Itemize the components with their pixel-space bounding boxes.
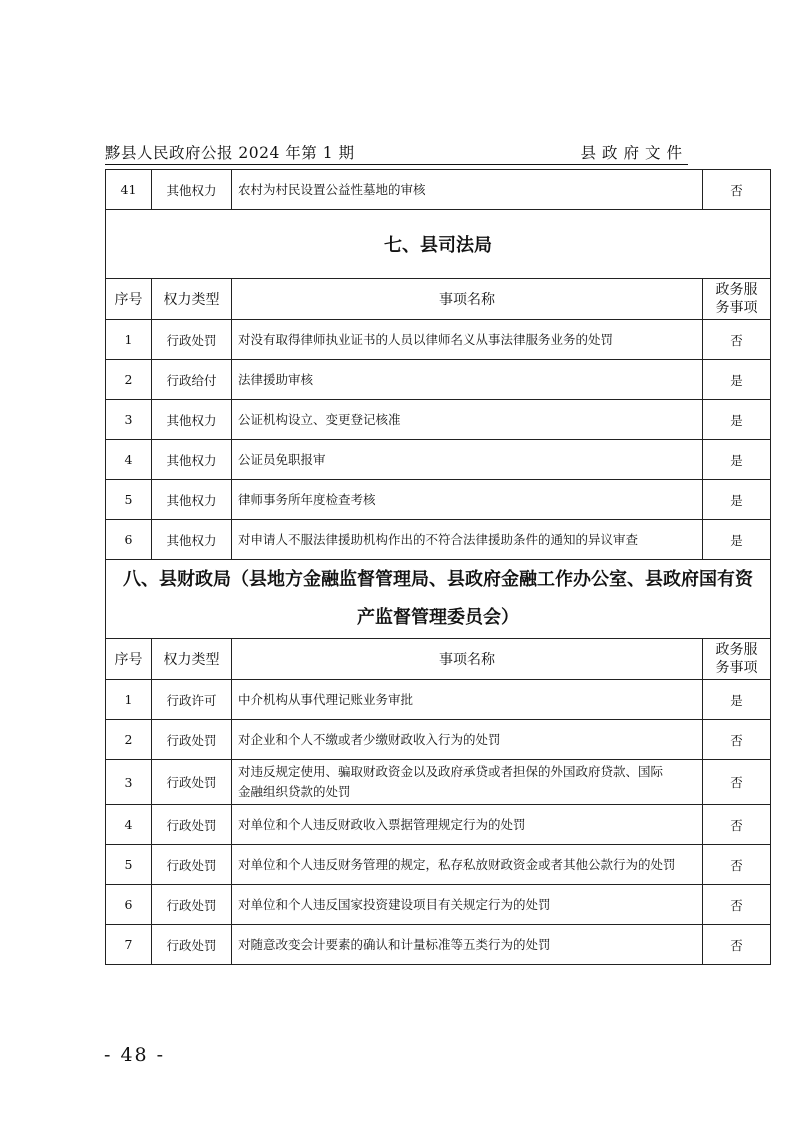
item-name: 公证机构设立、变更登记核准: [232, 400, 703, 440]
service-flag: 否: [703, 170, 771, 210]
item-name: 法律援助审核: [232, 360, 703, 400]
service-flag: 否: [703, 320, 771, 360]
column-header-name: 事项名称: [232, 639, 703, 680]
column-header-service-line1: 政务服: [715, 642, 758, 658]
column-header-service: [703, 279, 771, 320]
page-number: - 48 -: [104, 1044, 166, 1066]
power-type: 其他权力: [152, 400, 232, 440]
row-number: 5: [106, 480, 152, 520]
item-name: 公证员免职报审: [232, 440, 703, 480]
power-type: 行政处罚: [152, 720, 232, 760]
section-title-row: [106, 210, 771, 279]
row-number: 1: [106, 680, 152, 720]
row-number: 7: [106, 925, 152, 965]
item-name: 对申请人不服法律援助机构作出的不符合法律援助条件的通知的异议审查: [232, 520, 703, 560]
power-type: 行政处罚: [152, 760, 232, 805]
power-type: 其他权力: [152, 520, 232, 560]
column-header-service-line1: 政务服: [715, 282, 758, 298]
power-type: 行政处罚: [152, 805, 232, 845]
service-flag: 是: [703, 440, 771, 480]
table-row: [106, 360, 771, 400]
item-name: 对随意改变会计要素的确认和计量标准等五类行为的处罚: [232, 925, 703, 965]
item-name: 对没有取得律师执业证书的人员以律师名义从事法律服务业务的处罚: [232, 320, 703, 360]
column-header-name: 事项名称: [232, 279, 703, 320]
row-number: 4: [106, 805, 152, 845]
power-type: 行政处罚: [152, 885, 232, 925]
page-header: [105, 139, 688, 167]
section-title: 七、县司法局: [106, 210, 771, 279]
item-name: 对单位和个人违反财务管理的规定，私存私放财政资金或者其他公款行为的处罚: [232, 845, 703, 885]
table-row: [106, 845, 771, 885]
item-name: 律师事务所年度检查考核: [232, 480, 703, 520]
column-header-number: 序号: [106, 639, 152, 680]
column-header-service-line2: 务事项: [715, 300, 758, 316]
service-flag: 否: [703, 925, 771, 965]
item-name: 对单位和个人违反国家投资建设项目有关规定行为的处罚: [232, 885, 703, 925]
column-header-type: 权力类型: [152, 279, 232, 320]
service-flag: 否: [703, 845, 771, 885]
table-row: [106, 680, 771, 720]
table-row: [106, 320, 771, 360]
row-number: 41: [106, 170, 152, 210]
header-rule: [105, 164, 688, 165]
power-type: 其他权力: [152, 170, 232, 210]
item-name-line2: 金融组织贷款的处罚: [238, 784, 351, 799]
power-list-table: [105, 169, 771, 965]
document-category: 县政府文件: [580, 144, 688, 162]
service-flag: 否: [703, 805, 771, 845]
table-row: [106, 805, 771, 845]
service-flag: 否: [703, 720, 771, 760]
row-number: 2: [106, 720, 152, 760]
power-type: 行政处罚: [152, 320, 232, 360]
table-row: [106, 885, 771, 925]
table-row: [106, 480, 771, 520]
service-flag: 是: [703, 520, 771, 560]
power-type: 行政给付: [152, 360, 232, 400]
row-number: 2: [106, 360, 152, 400]
column-header-row: [106, 279, 771, 320]
table-row: [106, 720, 771, 760]
service-flag: 是: [703, 360, 771, 400]
table-row: [106, 170, 771, 210]
section-title-row: [106, 560, 771, 639]
item-name: 对企业和个人不缴或者少缴财政收入行为的处罚: [232, 720, 703, 760]
section-title-line1: 八、县财政局（县地方金融监督管理局、县政府金融工作办公室、县政府国有资: [123, 569, 753, 590]
item-name: 农村为村民设置公益性墓地的审核: [232, 170, 703, 210]
column-header-type: 权力类型: [152, 639, 232, 680]
row-number: 6: [106, 885, 152, 925]
service-flag: 否: [703, 760, 771, 805]
column-header-service: [703, 639, 771, 680]
gazette-title: 黟县人民政府公报 2024 年第 1 期: [105, 144, 355, 162]
column-header-service-line2: 务事项: [715, 660, 758, 676]
row-number: 4: [106, 440, 152, 480]
row-number: 3: [106, 400, 152, 440]
service-flag: 是: [703, 400, 771, 440]
table-row: [106, 760, 771, 805]
row-number: 5: [106, 845, 152, 885]
section-title: [106, 560, 771, 639]
table-row: [106, 520, 771, 560]
row-number: 1: [106, 320, 152, 360]
column-header-number: 序号: [106, 279, 152, 320]
row-number: 3: [106, 760, 152, 805]
power-type: 行政许可: [152, 680, 232, 720]
column-header-row: [106, 639, 771, 680]
table-row: [106, 925, 771, 965]
item-name: [232, 760, 703, 805]
item-name: 对单位和个人违反财政收入票据管理规定行为的处罚: [232, 805, 703, 845]
row-number: 6: [106, 520, 152, 560]
service-flag: 是: [703, 680, 771, 720]
service-flag: 否: [703, 885, 771, 925]
service-flag: 是: [703, 480, 771, 520]
table-row: [106, 400, 771, 440]
table-row: [106, 440, 771, 480]
power-type: 其他权力: [152, 440, 232, 480]
power-type: 行政处罚: [152, 845, 232, 885]
power-type: 行政处罚: [152, 925, 232, 965]
section-title-line2: 产监督管理委员会）: [357, 607, 519, 628]
item-name-line1: 对违反规定使用、骗取财政资金以及政府承贷或者担保的外国政府贷款、国际: [238, 764, 664, 779]
power-type: 其他权力: [152, 480, 232, 520]
item-name: 中介机构从事代理记账业务审批: [232, 680, 703, 720]
